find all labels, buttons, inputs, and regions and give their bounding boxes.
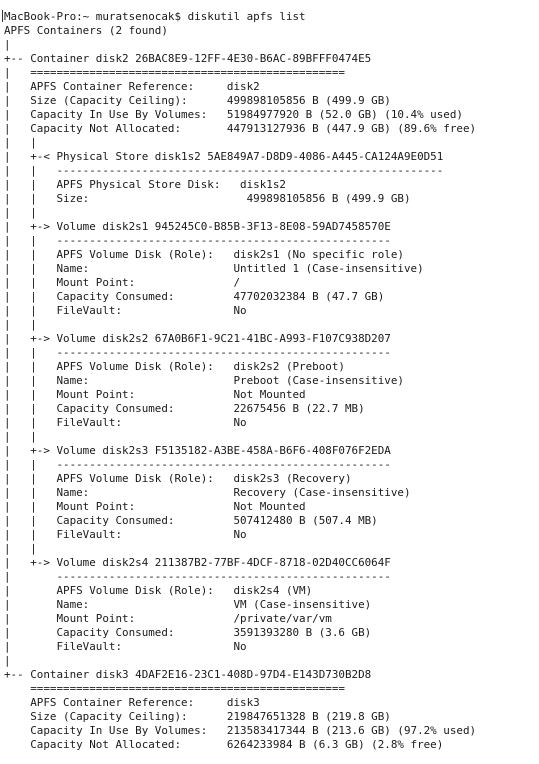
container-disk3-reference: APFS Container Reference: disk3 — [4, 696, 260, 709]
container-disk2-not-allocated: | Capacity Not Allocated: 447913127936 B (447.9 GB) (89.6% free) — [4, 122, 477, 135]
volume-disk2s4-capacity: | Capacity Consumed: 3591393280 B (3.6 GB) — [4, 626, 372, 639]
tree-line: | — [4, 38, 11, 51]
volume-disk2s2-filevault: | | FileVault: No — [4, 416, 247, 429]
volume-disk2s2-divider: | | --------------------------------------------------- — [4, 346, 391, 359]
volume-disk2s4-filevault: | FileVault: No — [4, 640, 247, 653]
volume-disk2s4-mount-point: | Mount Point: /private/var/vm — [4, 612, 332, 625]
volume-disk2s4-divider: | --------------------------------------------------- — [4, 570, 391, 583]
volume-disk2s2-capacity: | | Capacity Consumed: 22675456 B (22.7 MB) — [4, 402, 365, 415]
tree-line: | | — [4, 542, 37, 555]
tree-line: | | — [4, 318, 37, 331]
tree-line: | | — [4, 430, 37, 443]
physical-store-size: | | Size: 499898105856 B (499.9 GB) — [4, 192, 411, 205]
physical-store-disk: | | APFS Physical Store Disk: disk1s2 — [4, 178, 286, 191]
volume-disk2s3-name: | | Name: Recovery (Case-insensitive) — [4, 486, 411, 499]
volume-disk2s1-mount-point: | | Mount Point: / — [4, 276, 241, 289]
container-disk2-in-use: | Capacity In Use By Volumes: 51984977920 B (52.0 GB) (10.4% used) — [4, 108, 463, 121]
volume-disk2s3-filevault: | | FileVault: No — [4, 528, 247, 541]
volume-disk2s3-mount-point: | | Mount Point: Not Mounted — [4, 500, 306, 513]
volume-disk2s1-role: | | APFS Volume Disk (Role): disk2s1 (No specific role) — [4, 248, 404, 261]
volume-disk2s4-name: | Name: VM (Case-insensitive) — [4, 598, 372, 611]
prompt-line: MacBook-Pro:~ muratsenocak$ diskutil apfs list — [4, 10, 306, 23]
volume-disk2s2-name: | | Name: Preboot (Case-insensitive) — [4, 374, 404, 387]
volume-disk2s1-header: | +-> Volume disk2s1 945245C0-B85B-3F13-8E08-59AD7458570E — [4, 220, 391, 233]
volume-disk2s4-role: | APFS Volume Disk (Role): disk2s4 (VM) — [4, 584, 313, 597]
volume-disk2s1-filevault: | | FileVault: No — [4, 304, 247, 317]
volume-disk2s2-mount-point: | | Mount Point: Not Mounted — [4, 388, 306, 401]
volume-disk2s3-capacity: | | Capacity Consumed: 507412480 B (507.4 MB) — [4, 514, 378, 527]
container-disk3-not-allocated: Capacity Not Allocated: 6264233984 B (6.3 GB) (2.8% free) — [4, 738, 444, 751]
container-disk3-divider: ================================================ — [4, 682, 345, 695]
containers-count-line: APFS Containers (2 found) — [4, 24, 168, 37]
container-disk3-size: Size (Capacity Ceiling): 219847651328 B (219.8 GB) — [4, 710, 391, 723]
volume-disk2s1-name: | | Name: Untitled 1 (Case-insensitive) — [4, 262, 424, 275]
volume-disk2s3-divider: | | --------------------------------------------------- — [4, 458, 391, 471]
tree-line: | | — [4, 206, 37, 219]
volume-disk2s4-header: | +-> Volume disk2s4 211387B2-77BF-4DCF-8718-02D40CC6064F — [4, 556, 391, 569]
tree-line: | — [4, 654, 11, 667]
terminal-output[interactable] — [0, 10, 539, 752]
volume-disk2s1-capacity: | | Capacity Consumed: 47702032384 B (47.7 GB) — [4, 290, 385, 303]
physical-store-header: | +-< Physical Store disk1s2 5AE849A7-D8D9-4086-A445-CA124A9E0D51 — [4, 150, 444, 163]
volume-disk2s3-role: | | APFS Volume Disk (Role): disk2s3 (Recovery) — [4, 472, 352, 485]
container-disk2-reference: | APFS Container Reference: disk2 — [4, 80, 260, 93]
container-disk3-in-use: Capacity In Use By Volumes: 213583417344 B (213.6 GB) (97.2% used) — [4, 724, 477, 737]
volume-disk2s3-header: | +-> Volume disk2s3 F5135182-A3BE-458A-B6F6-408F076F2EDA — [4, 444, 391, 457]
physical-store-divider: | | ----------------------------------------------------------- — [4, 164, 444, 177]
tree-line: | | — [4, 136, 37, 149]
volume-disk2s2-header: | +-> Volume disk2s2 67A0B6F1-9C21-41BC-A993-F107C938D207 — [4, 332, 391, 345]
container-disk2-size: | Size (Capacity Ceiling): 499898105856 B (499.9 GB) — [4, 94, 391, 107]
container-disk2-divider: | ================================================ — [4, 66, 345, 79]
volume-disk2s1-divider: | | --------------------------------------------------- — [4, 234, 391, 247]
container-disk2-header: +-- Container disk2 26BAC8E9-12FF-4E30-B6AC-89BFFF0474E5 — [4, 52, 372, 65]
volume-disk2s2-role: | | APFS Volume Disk (Role): disk2s2 (Preboot) — [4, 360, 345, 373]
container-disk3-header: +-- Container disk3 4DAF2E16-23C1-408D-97D4-E143D730B2D8 — [4, 668, 372, 681]
